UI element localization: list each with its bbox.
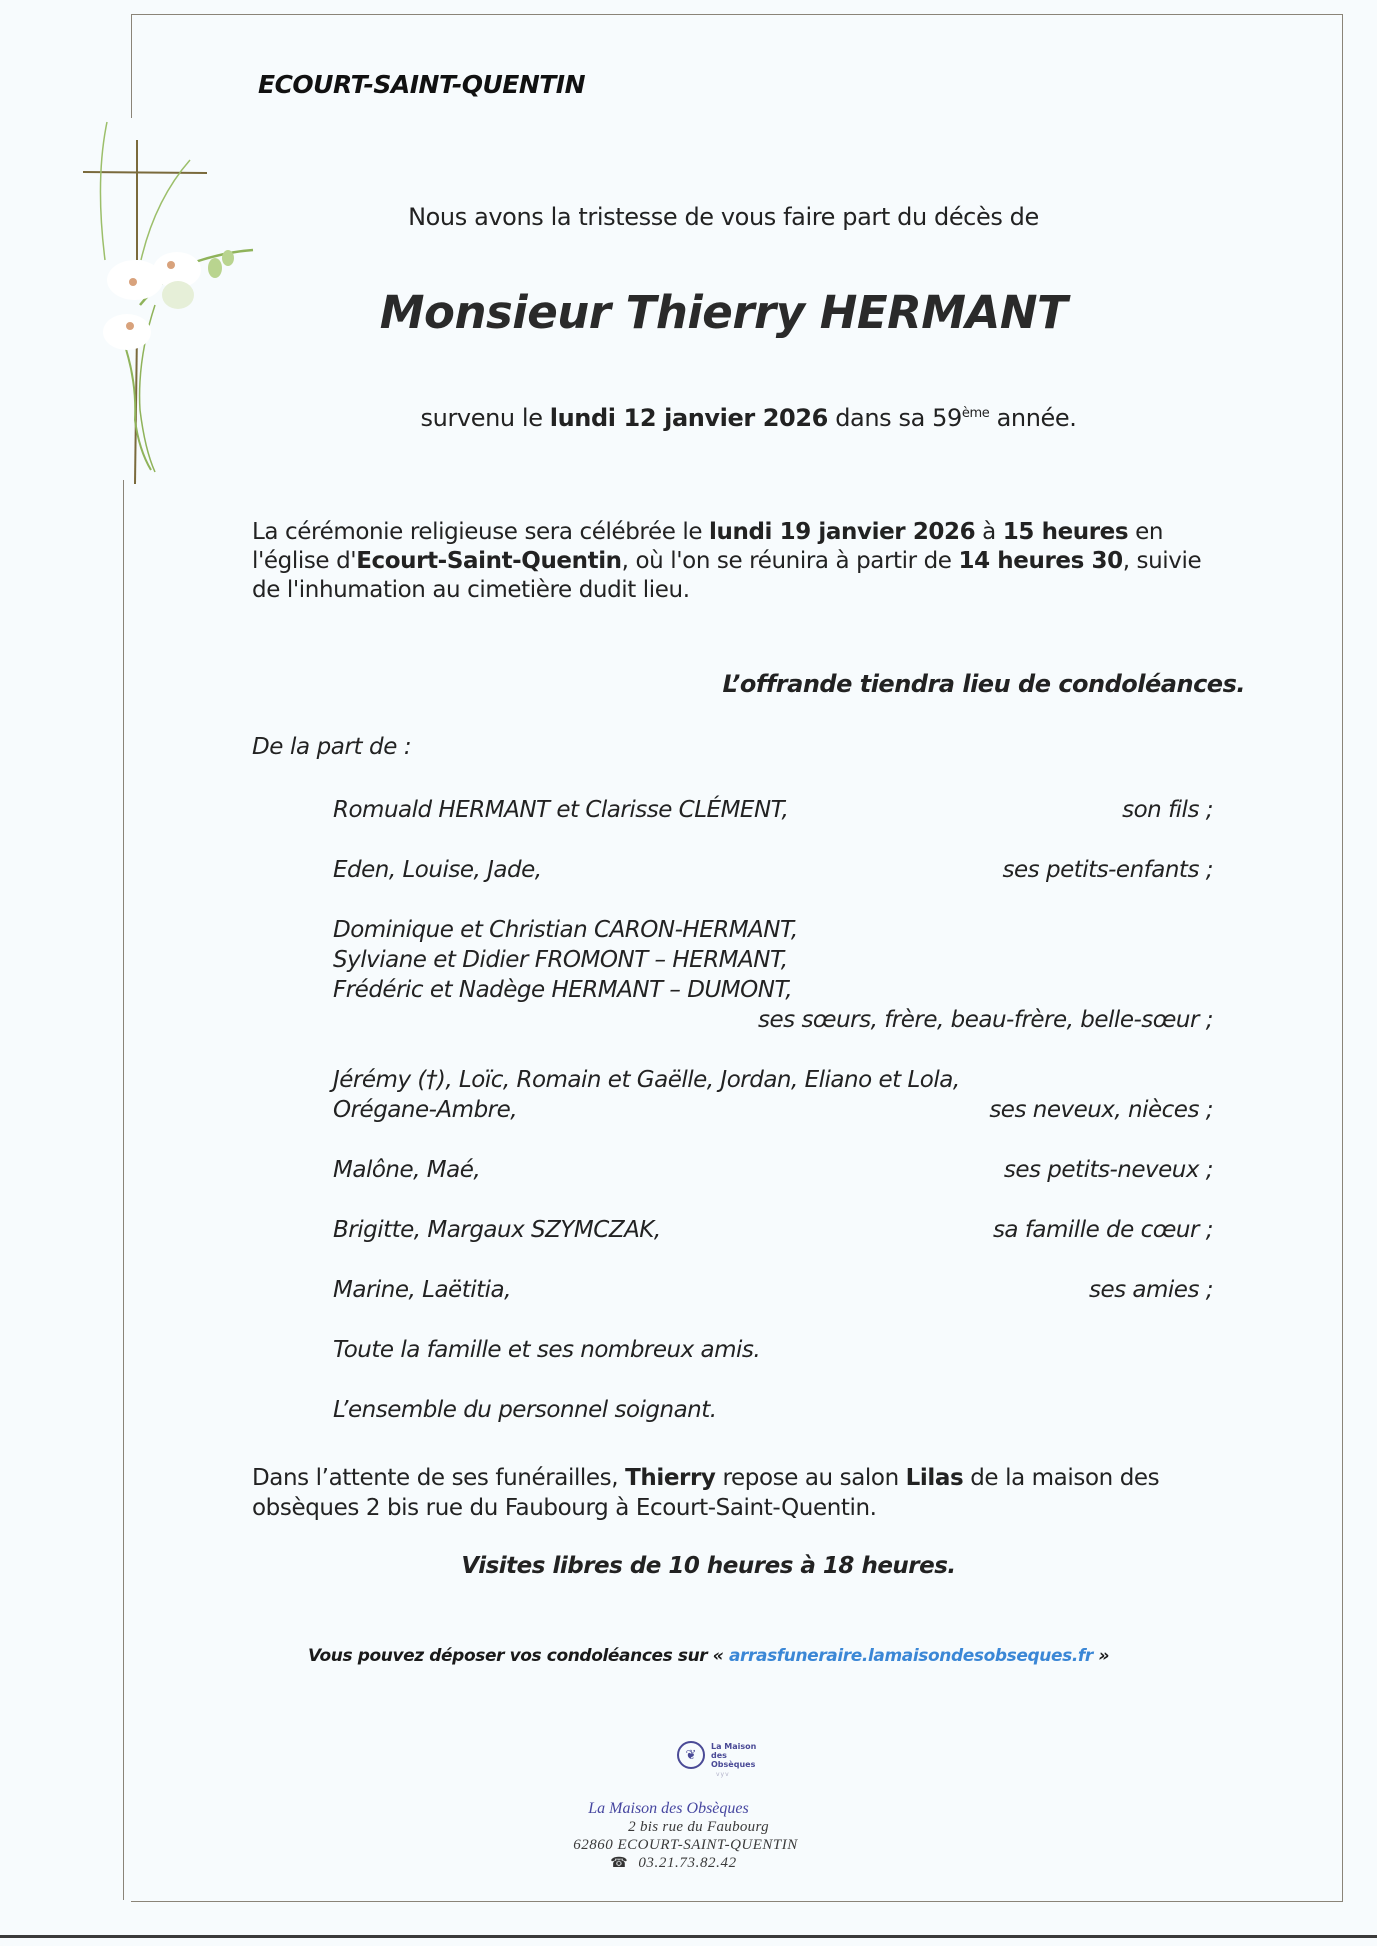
family-relation: sa famille de cœur ; [992, 1217, 1213, 1243]
footer-phone-number: 03.21.73.82.42 [638, 1855, 737, 1871]
orchid-center [167, 261, 175, 269]
death-date: lundi 12 janvier 2026 [549, 404, 828, 432]
logo-text: La Maison des Obsèques [711, 1741, 757, 1769]
family-names: Romuald HERMANT et Clarisse CLÉMENT, [333, 797, 789, 823]
grass-blade [100, 122, 107, 260]
family-names: Brigitte, Margaux SZYMCZAK, [333, 1217, 661, 1243]
frame-left-edge-top [131, 14, 132, 118]
ceremony-text: La cérémonie religieuse sera célébrée le [252, 519, 710, 545]
telephone-icon: ☎ [610, 1856, 629, 1871]
announcement-intro: Nous avons la tristesse de vous faire part du décès de [408, 203, 1039, 231]
death-statement [0, 404, 1377, 432]
family-names: Malône, Maé, [333, 1157, 481, 1183]
family-entry: Toute la famille et ses nombreux amis. [333, 1337, 761, 1363]
ceremony-time: 15 heures [1002, 519, 1129, 545]
ceremony-text: , où l'on se réunira à partir de [621, 548, 959, 574]
orchid-bud [222, 250, 234, 266]
gathering-time: 14 heures 30 [958, 548, 1123, 574]
family-names: Jérémy (†), Loïc, Romain et Gaëlle, Jordan, Eliano et Lola, [333, 1067, 960, 1093]
family-names: Eden, Louise, Jade, [333, 857, 542, 883]
city-heading: ECOURT-SAINT-QUENTIN [258, 70, 586, 99]
family-names: Frédéric et Nadège HERMANT – DUMONT, [333, 977, 793, 1003]
family-relation: ses petits-neveux ; [1003, 1157, 1213, 1183]
frame-left-edge-bottom [123, 480, 124, 1900]
visiting-hours: Visites libres de 10 heures à 18 heures. [461, 1553, 956, 1579]
family-entry [333, 1065, 1213, 1125]
footer-company: La Maison des Obsèques [588, 1800, 749, 1817]
family-relation: ses petits-enfants ; [1002, 857, 1213, 883]
orchid-center [129, 278, 137, 286]
family-relation: ses sœurs, frère, beau-frère, belle-sœur ; [758, 1007, 1213, 1033]
resting-text: repose au salon [715, 1465, 906, 1491]
ceremony-date: lundi 19 janvier 2026 [709, 519, 976, 545]
family-entry [333, 1215, 1213, 1245]
death-prefix: survenu le [420, 404, 550, 432]
resting-text: Dans l’attente de ses funérailles, [252, 1465, 626, 1491]
death-middle: dans sa 59 [827, 404, 962, 432]
tree-logo-icon: ❦ [677, 1741, 705, 1769]
resting-text: de la maison des obsèques 2 bis rue du Faubourg à Ecourt-Saint-Quentin. [252, 1465, 1160, 1521]
salon-name: Lilas [905, 1465, 964, 1491]
ceremony-place: Ecourt-Saint-Quentin [356, 548, 622, 574]
family-row [333, 1095, 1213, 1125]
resting-place-paragraph [252, 1463, 1212, 1523]
ceremony-text: à [975, 519, 1003, 545]
death-ordinal: ème [961, 406, 990, 421]
family-entry [333, 795, 1213, 825]
offering-note: L’offrande tiendra lieu de condoléances. [722, 670, 1245, 698]
ceremony-text: en l'église d' [252, 519, 1164, 574]
scan-bottom-rule [0, 1935, 1377, 1938]
family-names: Sylviane et Didier FROMONT – HERMANT, [333, 947, 788, 973]
family-names: Marine, Laëtitia, [333, 1277, 511, 1303]
first-name: Thierry [625, 1465, 716, 1491]
condolences-text: Vous pouvez déposer vos condoléances sur « [307, 1646, 729, 1666]
family-names: Dominique et Christian CARON-HERMANT, [333, 917, 798, 943]
ceremony-paragraph [252, 518, 1212, 605]
family-entry: L’ensemble du personnel soignant. [333, 1397, 717, 1423]
footer-phone [0, 1854, 1377, 1873]
family-list [333, 795, 1213, 1455]
ceremony-text: , suivie de l'inhumation au cimetière dudit lieu. [252, 548, 1202, 603]
footer-city: 62860 ECOURT-SAINT-QUENTIN [573, 1837, 798, 1853]
logo-tagline: vyv [716, 1771, 730, 1778]
family-relation: ses amies ; [1088, 1277, 1213, 1303]
from-label: De la part de : [252, 734, 412, 760]
condolences-text: » [1092, 1646, 1110, 1666]
family-entry [333, 855, 1213, 885]
family-relation: ses neveux, nièces ; [989, 1097, 1213, 1123]
family-entry [333, 915, 1213, 1035]
death-suffix: année. [989, 404, 1077, 432]
family-entry [333, 1155, 1213, 1185]
orchid-bud [208, 258, 222, 278]
funeral-home-logo [677, 1741, 769, 1769]
family-names: Orégane-Ambre, [333, 1097, 518, 1123]
family-entry [333, 1275, 1213, 1305]
family-relation: son fils ; [1122, 797, 1213, 823]
footer-street: 2 bis rue du Faubourg [628, 1819, 769, 1835]
deceased-name: Monsieur Thierry HERMANT [379, 286, 1068, 339]
condolences-link[interactable]: arrasfuneraire.lamaisondesobseques.fr [728, 1646, 1093, 1666]
condolences-line [0, 1646, 1377, 1666]
